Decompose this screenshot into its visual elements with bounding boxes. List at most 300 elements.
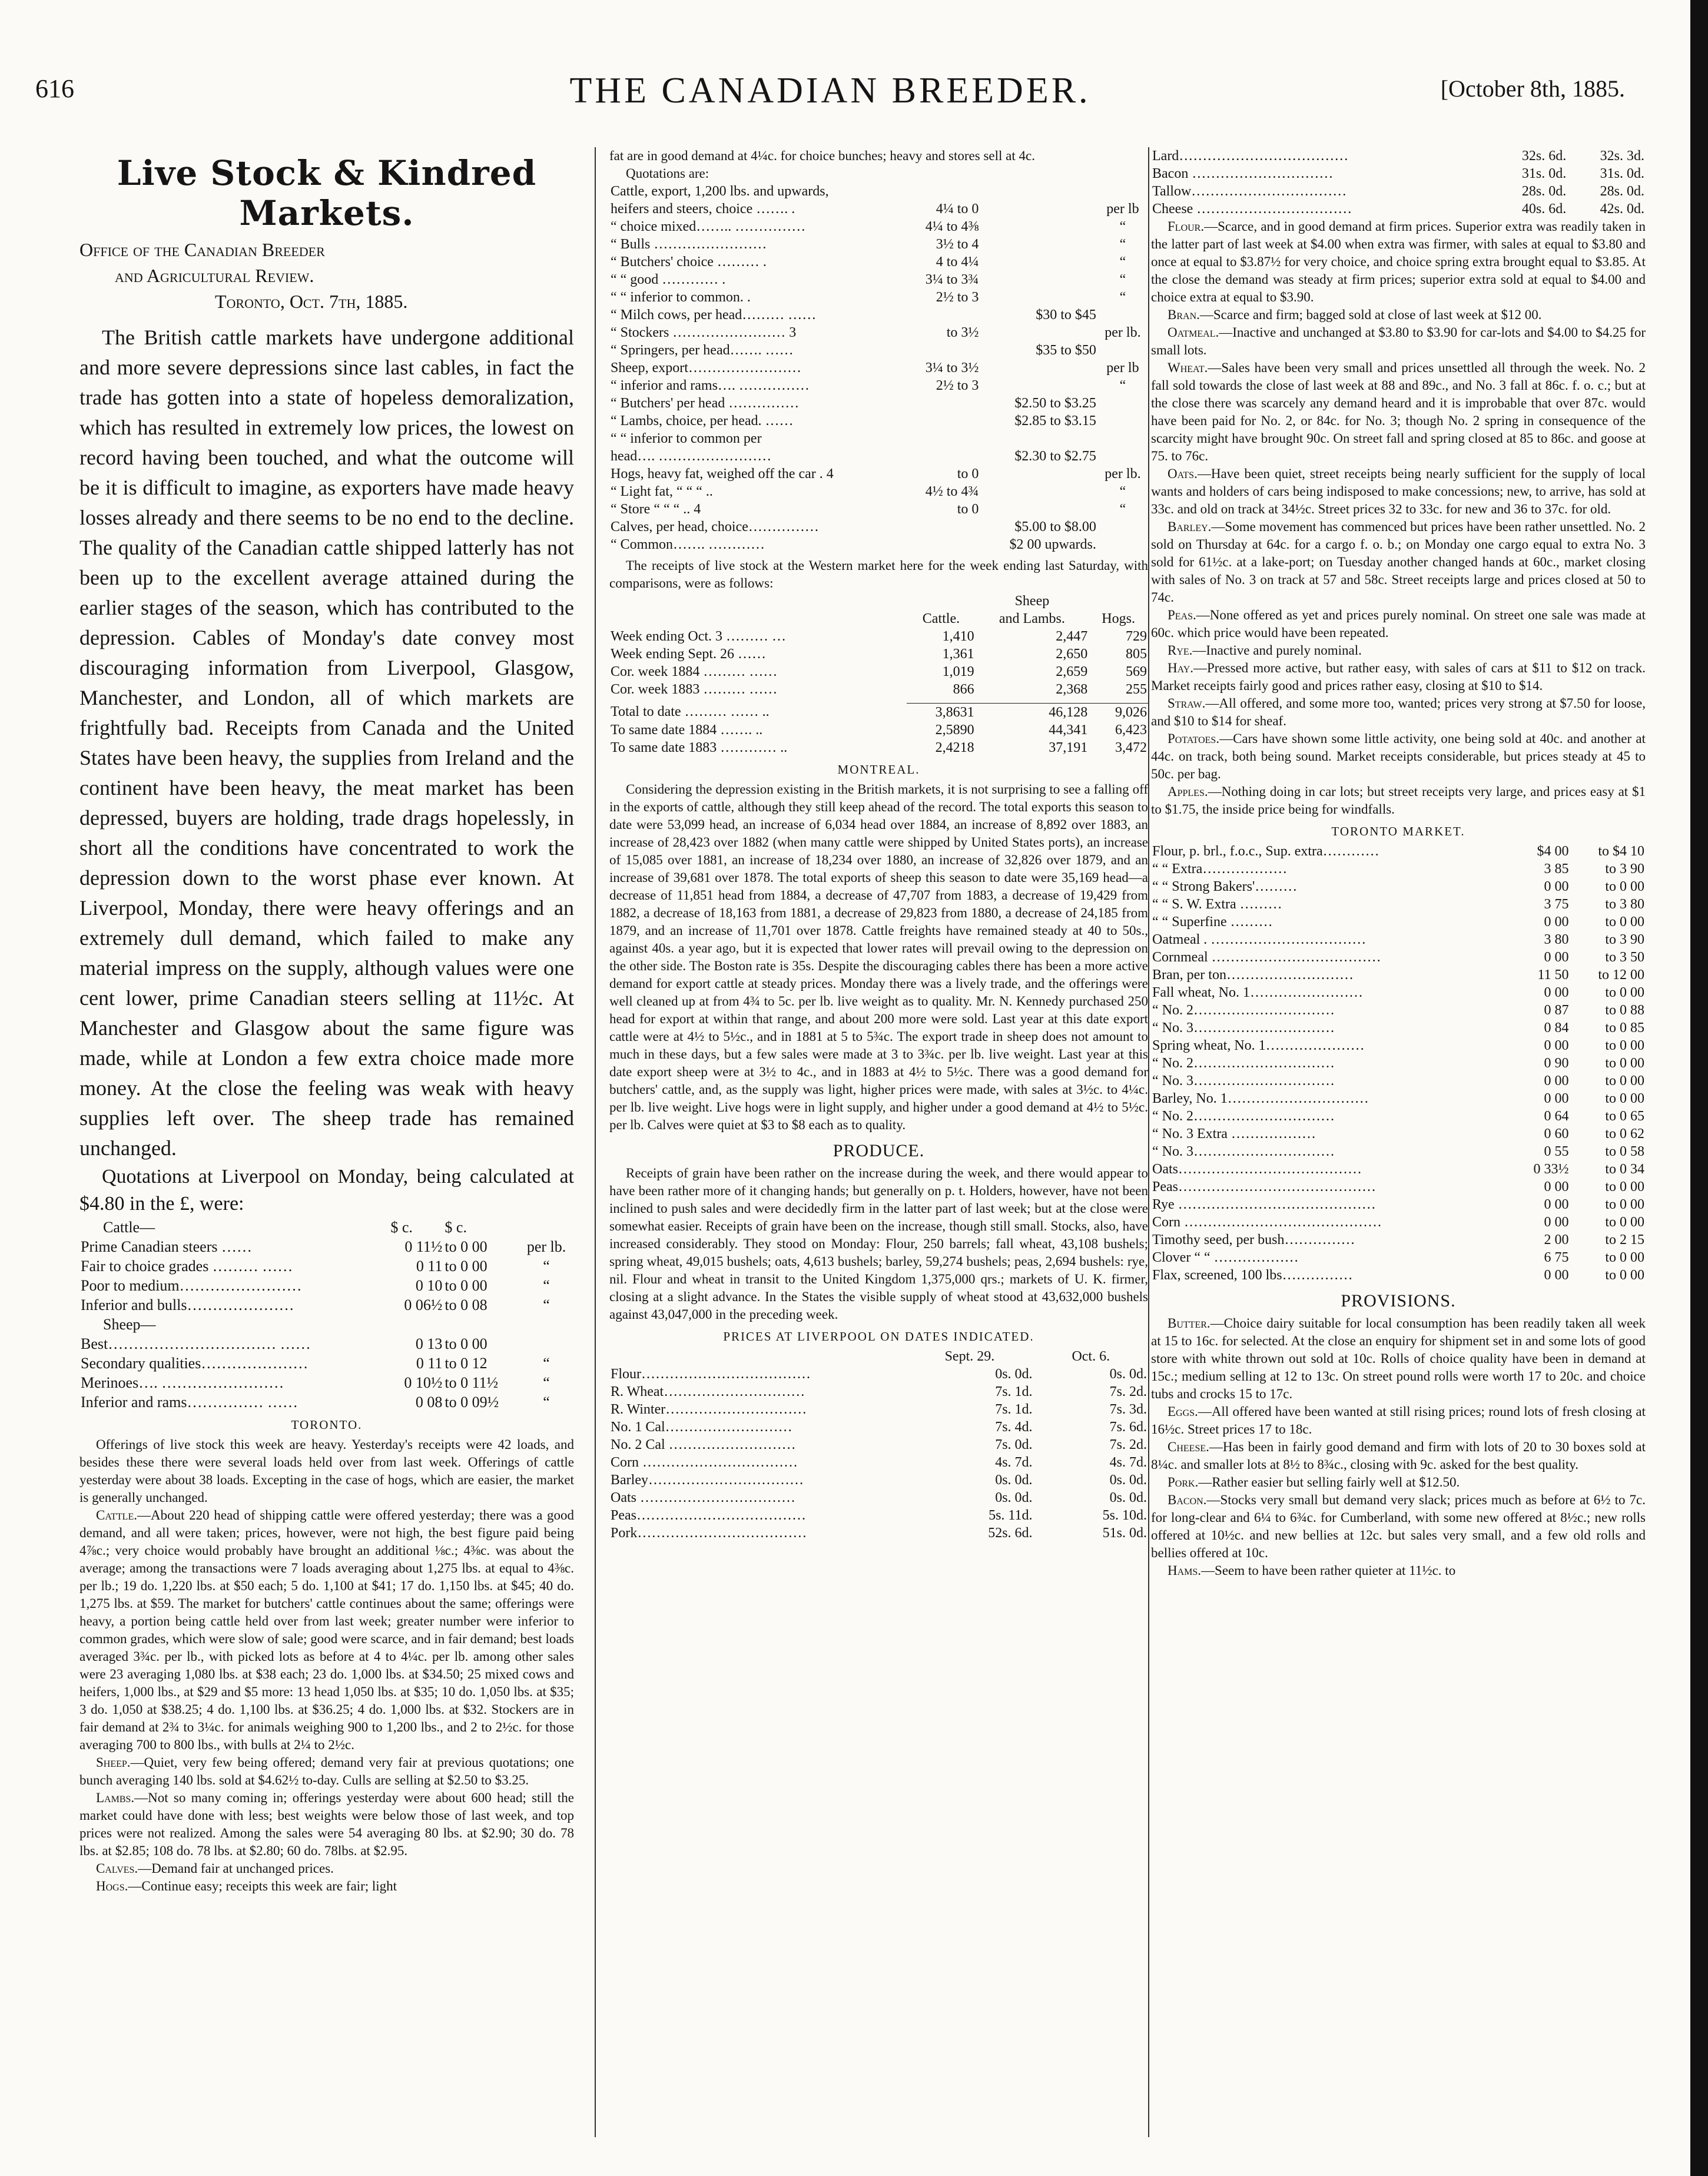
table-cell: 2½ to 3 — [936, 290, 979, 305]
table-cell: R. Winter………………………… — [611, 1401, 807, 1417]
table-row — [1151, 165, 1646, 183]
table-cell — [907, 394, 980, 412]
table-cell: 0 00 — [1544, 914, 1569, 930]
table-row — [609, 271, 1148, 288]
table-row — [79, 1295, 574, 1315]
paragraph-text: —Inactive and unchanged at $3.80 to $3.90 for car-lots and $4.00 to $4.25 for small lots. — [1151, 325, 1646, 357]
table-cell: “ Light fat, “ “ “ .. — [611, 484, 713, 499]
table-cell: 4½ to 4¾ — [925, 484, 979, 499]
paragraph-text: —All offered have been wanted at still rising prices; round lots of fresh closing at 16½c. Street prices 17 to 18c. — [1151, 1404, 1646, 1437]
table-cell: 52s. 6d. — [988, 1525, 1033, 1541]
table-cell — [980, 483, 1097, 500]
table-cell: 0 00 — [1544, 1038, 1569, 1053]
table-cell: 6 75 — [1544, 1250, 1569, 1265]
table-cell: 3 85 — [1544, 861, 1569, 877]
table-cell: 0 60 — [1544, 1126, 1569, 1142]
paragraph-text: —Some movement has commenced but prices have been rather unsettled. No. 2 sold on Thursday at 64c. for a cargo f. o. b.; on Monday one cargo equal to extra No. 3 sold for 61½c. at a lake-port; on Tuesday another changed hands at 60c., market closing with sales of No. 3 on track at 57 and 58c. Street receipts large and prices closed at 50 to 74c. — [1151, 519, 1646, 605]
table-cell — [907, 341, 980, 359]
table-row — [609, 359, 1148, 377]
table-cell: to 0 85 — [1605, 1020, 1644, 1036]
table-row — [1151, 1037, 1646, 1054]
table-row — [79, 1354, 574, 1373]
table-cell: “ “ Superfine ……… — [1152, 914, 1273, 930]
table-row — [609, 377, 1148, 394]
table-row — [609, 1383, 1148, 1401]
table-cell: to 0 00 — [1605, 1091, 1644, 1106]
table-cell: Oats …………………………… — [611, 1490, 795, 1505]
table-row — [609, 200, 1148, 218]
paragraph — [1151, 1491, 1646, 1562]
table-row — [609, 681, 1148, 698]
table-cell — [907, 412, 980, 430]
table-cell: “ Milch cows, per head……… …… — [611, 307, 817, 323]
table-cell: Cor. week 1883 ……… …… — [611, 682, 778, 697]
paragraph-text: —Scarce and firm; bagged sold at close of last week at $12 00. — [1199, 307, 1542, 322]
table-cell: $2.85 to $3.15 — [1014, 413, 1096, 429]
table-cell: to $4 10 — [1598, 844, 1644, 859]
table-cell: Flour……………………………… — [611, 1366, 811, 1382]
paragraph — [1151, 1315, 1646, 1403]
paragraph — [79, 1754, 574, 1789]
table-cell: 7s. 2d. — [1109, 1384, 1147, 1399]
table-cell: 31s. 0d. — [1600, 166, 1644, 181]
table-row — [609, 253, 1148, 271]
table-cell: R. Wheat………………………… — [611, 1384, 805, 1399]
table-cell: Timothy seed, per bush…………… — [1152, 1232, 1355, 1248]
table-cell: Oatmeal . …………………………… — [1152, 932, 1367, 947]
table-cell: “ — [543, 1277, 550, 1294]
table-row — [79, 1373, 574, 1392]
table-cell: 44,341 — [1049, 722, 1088, 738]
table-cell: per lb — [1106, 201, 1139, 217]
table-cell: Peas…………………………………… — [1152, 1179, 1376, 1195]
table-cell: to 0 00 — [1605, 1215, 1644, 1230]
table-row — [609, 465, 1148, 483]
table-heading: $ c. — [445, 1219, 467, 1236]
table-cell: 1,019 — [942, 664, 974, 679]
table-cell: Flax, screened, 100 lbs…………… — [1152, 1268, 1353, 1283]
table-cell — [907, 183, 980, 200]
table-cell: 3 80 — [1544, 932, 1569, 947]
table-cell: To same date 1883 ………… .. — [611, 739, 788, 755]
table-row — [609, 430, 1148, 447]
table-cell — [980, 324, 1097, 341]
liverpool-quote-table — [79, 1218, 574, 1412]
paragraph-text: —All offered, and some more too, wanted; prices very strong at $7.50 for loose, and $10 to $14 for sheaf. — [1151, 696, 1646, 728]
table-row — [609, 1365, 1148, 1383]
table-cell: “ “ Extra……………… — [1152, 861, 1288, 877]
table-row — [609, 1401, 1148, 1418]
table-cell: “ Butchers' per head …………… — [611, 396, 800, 411]
table-cell: 2,447 — [1056, 629, 1088, 644]
table-cell: 7s. 2d. — [1109, 1437, 1147, 1452]
table-row — [609, 739, 1148, 757]
table-cell: to 0 88 — [1605, 1003, 1644, 1018]
table-row — [1151, 948, 1646, 966]
table-cell: Sheep, export…………………… — [611, 360, 801, 376]
paragraph — [1151, 1403, 1646, 1438]
table-cell — [1097, 183, 1148, 200]
table-row — [609, 1418, 1148, 1436]
table-row — [1151, 1178, 1646, 1196]
paragraph-text: —Quiet, very few being offered; demand very fair at previous quotations; one bunch averaging 140 lbs. sold at $4.62½ to-day. Culls are selling at $2.50 to $3.25. — [79, 1755, 574, 1787]
column-1 — [79, 147, 574, 2137]
paragraph — [1151, 359, 1646, 465]
table-cell: Best…………………………… …… — [81, 1335, 311, 1352]
table-cell: Cornmeal ……………………………… — [1152, 950, 1381, 965]
paragraph-text: —Have been quiet, street receipts being nearly sufficient for the supply of local wants and holders of cars being indisposed to make concessions; new, to arrive, has sold at 33c. and old on track at 34½c. Street prices 32 to 33c. for new and 36 to 37c. for old. — [1151, 466, 1646, 516]
table-cell: 0 11 — [416, 1355, 443, 1372]
table-row — [609, 518, 1148, 536]
table-cell: per lb. — [1105, 466, 1141, 482]
table-row — [609, 235, 1148, 253]
toronto-market-table — [1151, 842, 1646, 1284]
table-row — [609, 500, 1148, 518]
table-cell: “ choice mixed…….. …………… — [611, 219, 806, 234]
table-cell: “ — [543, 1394, 550, 1411]
table-cell: 4¼ to 0 — [936, 201, 979, 217]
paragraph-text: —Stocks very small but demand very slack; prices much as before at 6½ to 7c. for long-clear and 6¼ to 6¾c. for Cumberland, with some new offered at 8½c.; new rolls offered at 10½c. and new bellies at 12c. but sales very small, and a few old rolls and bellies offered at 10c. — [1151, 1492, 1646, 1560]
table-cell: 0s. 0d. — [995, 1472, 1033, 1488]
table-heading: Cattle— — [103, 1219, 155, 1236]
table-cell: “ — [1119, 484, 1126, 499]
table-cell: 2,659 — [1056, 664, 1088, 679]
paragraph — [1151, 324, 1646, 359]
paragraph — [1151, 218, 1646, 306]
table-cell: No. 1 Cal……………………… — [611, 1419, 792, 1435]
table-cell: Fair to choice grades ……… …… — [81, 1258, 293, 1275]
table-row — [609, 628, 1148, 645]
table-cell: Bran, per ton……………………… — [1152, 967, 1354, 983]
paragraph-label: Flour. — [1168, 219, 1205, 234]
table-row — [609, 288, 1148, 306]
table-cell: “ Common……. ………… — [611, 537, 765, 552]
paragraph-text: —About 220 head of shipping cattle were offered yesterday; there was a good demand, and all were taken; prices, however, were not high, the best figure paid being 4⅞c.; very choice would probably have brought an additional ⅛c.; 4⅜c. was about the average; among the transactions were 7 loads averaging about 1,275 lbs. at equal to 4⅜c. per lb.; 19 do. 1,220 lbs. at $50 each; 5 do. 1,100 at $41; 17 do. 1,150 lbs. at $45; 40 do. 1,275 lbs. at $59. The market for butchers' cattle continues about the same; offerings were heavy, a portion being cattle held over from last week; greater number were inferior to common grades, which were slow of sale; good were scarce, and in fair demand; best loads averaged 3¾c. per lb., with picked lots as before at 4 to 4¼c. per lb. among other sales were 23 averaging 1,080 lbs. at $38 each; 23 do. 1,000 lbs. at $34.50; 25 mixed cows and heifers, 1,000 lbs., at $29 and $5 more: 13 head 1,050 lbs. at $35; 10 do. 1,050 lbs. at $35; 3 do. 1,050 at $38.25; 4 do. 1,100 lbs. at $36.25; 4 do. 1,000 lbs. at $32. Stockers are in fair demand at 2¾ to 3¼c. for animals weighing 900 to 1,200 lbs., and 2 to 2½c. for those averaging 700 to 800 lbs., with bulls at 2¼ to 2½c. — [79, 1508, 574, 1752]
table-row — [609, 645, 1148, 663]
table-cell — [980, 218, 1097, 235]
table-cell — [980, 253, 1097, 271]
table-cell: 28s. 0d. — [1600, 184, 1644, 199]
table-cell: to 3 50 — [1605, 950, 1644, 965]
table-cell: “ Butchers' choice ……… . — [611, 254, 767, 270]
table-cell: Barley…………………………… — [611, 1472, 804, 1488]
paragraph-text: —Pressed more active, but rather easy, with sales of cars at $11 to $12 on track. Market receipts fairly good and prices rather easy, closing at $10 to $14. — [1151, 661, 1646, 693]
table-cell: “ Springers, per head……. …… — [611, 343, 794, 358]
table-cell: 7s. 4d. — [995, 1419, 1033, 1435]
liverpool-prices-table — [609, 1348, 1148, 1542]
table-cell: 2,5890 — [935, 722, 974, 738]
table-cell — [519, 1334, 574, 1354]
paragraph-label: Hams. — [1168, 1563, 1202, 1578]
table-cell: “ — [1119, 254, 1126, 270]
table-cell — [907, 306, 980, 324]
paragraph-label: Sheep. — [96, 1755, 131, 1770]
table-cell: “ Bulls …………………… — [611, 237, 767, 252]
liverpool-prices-table-cont — [1151, 147, 1646, 218]
table-cell: 0s. 0d. — [995, 1490, 1033, 1505]
dateline-line: Office of the Canadian Breeder — [79, 239, 325, 260]
table-cell: 2,4218 — [935, 739, 974, 755]
section-masthead: Live Stock & Kindred Markets. — [117, 153, 537, 233]
table-row — [609, 218, 1148, 235]
table-cell: to 3 80 — [1605, 897, 1644, 912]
paragraph-label: Potatoes. — [1168, 731, 1220, 746]
table-cell: 3,472 — [1115, 739, 1147, 755]
table-row — [79, 1334, 574, 1354]
table-cell: “ No. 3 Extra ……………… — [1152, 1126, 1316, 1142]
table-row — [1151, 1213, 1646, 1231]
paragraph-label: Bran. — [1168, 307, 1200, 322]
table-cell — [980, 235, 1097, 253]
table-cell: to 0 00 — [445, 1238, 487, 1255]
table-cell: per lb. — [1105, 325, 1141, 340]
paragraph-text: —Seem to have been rather quieter at 11½c. to — [1201, 1563, 1456, 1578]
lead-paragraph: The British cattle markets have undergone additional and more severe depressions since last cables, in fact the trade has gotten into a state of hopeless demoralization, which has resulted in extremely low prices, the lowest on record having been touched, and what the outcome will be it is difficult to imagine, as exporters have made heavy losses already and there seems to be no end to the decline. The quality of the Canadian cattle shipped latterly has not been up to the excellent average attained during the earlier stages of the season, which has contributed to the depression. Cables of Monday's date convey most discouraging information from Liverpool, Glasgow, Manchester, and London, all of which markets are frightfully bad. Receipts from Canada and the United States have been heavy, the supplies from Ireland and the continent have been heavy, the meat market has been depressed, buyers are holding, trade drags hopelessly, in short all the conditions have concentrated to work the depression down to the worst phase ever known. At Liverpool, Monday, there were heavy offerings and an extremely dull demand, which failed to make any material impress on the supply, although values were one cent lower, prime Canadian steers selling at 11½c. At Manchester and Glasgow about the same figure was made, while at London a few extra choice made more money. At the close the feeling was weak with heavy supplies left over. The sheep trade has remained unchanged. — [79, 326, 574, 1160]
table-cell: To same date 1884 ……. .. — [611, 722, 763, 738]
paragraph — [1151, 465, 1646, 518]
table-heading: Cattle. — [922, 611, 960, 626]
table-row — [609, 183, 1148, 200]
paragraph-label: Straw. — [1168, 696, 1206, 711]
table-row — [609, 394, 1148, 412]
table-cell: to 0 12 — [445, 1355, 487, 1372]
table-cell: “ “ inferior to common. . — [611, 290, 751, 305]
subsection-heading: MONTREAL. — [837, 762, 920, 777]
table-cell: Tallow…………………………… — [1152, 184, 1347, 199]
paragraph-text: —None offered as yet and prices purely nominal. On street one sale was made at 60c. which price would have been repeated. — [1151, 608, 1646, 640]
page-number: 616 — [35, 74, 74, 103]
paragraph-label: Butter. — [1168, 1316, 1210, 1331]
table-row — [1151, 860, 1646, 878]
paragraph-label: Apples. — [1168, 784, 1208, 799]
table-cell: to 0 — [957, 466, 979, 482]
table-row — [609, 1524, 1148, 1542]
paragraph — [79, 1878, 574, 1895]
table-cell: 0 11½ — [404, 1238, 443, 1255]
table-cell: to 0 62 — [1605, 1126, 1644, 1142]
table-cell: to 3 90 — [1605, 932, 1644, 947]
table-row — [609, 721, 1148, 739]
table-cell: “ — [1119, 272, 1126, 287]
table-cell: Spring wheat, No. 1………………… — [1152, 1038, 1365, 1053]
table-cell: “ Stockers …………………… 3 — [611, 325, 797, 340]
table-cell: 5s. 10d. — [1102, 1507, 1147, 1523]
table-cell: 7s. 6d. — [1109, 1419, 1147, 1435]
table-cell — [980, 377, 1097, 394]
table-cell: to 0 00 — [1605, 985, 1644, 1000]
table-cell: “ No. 2………………………… — [1152, 1109, 1335, 1124]
table-row — [609, 412, 1148, 430]
paragraph — [1151, 642, 1646, 659]
table-row — [1151, 200, 1646, 218]
table-row — [1151, 1143, 1646, 1160]
table-row — [1151, 1249, 1646, 1266]
table-row — [1151, 878, 1646, 895]
table-row — [1151, 1160, 1646, 1178]
table-cell: Fall wheat, No. 1…………………… — [1152, 985, 1363, 1000]
paragraph-label: Oatmeal. — [1168, 325, 1219, 340]
table-cell: 3¼ to 3½ — [925, 360, 979, 376]
paragraph-text: —Choice dairy suitable for local consumption has been readily taken all week at 15 to 16c. for selected. At the close an enquiry for shipment set in and some lots of good store with white thrown out sold at 10c. Rolls of choice quality have been in demand at 15c.; medium selling at 12 to 13c. On street pound rolls were worth 17 to 20c. and choice tubs and crocks 15 to 17c. — [1151, 1316, 1646, 1401]
table-heading: Oct. 6. — [1072, 1348, 1110, 1364]
table-cell: 2 00 — [1544, 1232, 1569, 1248]
table-cell: to 0 00 — [445, 1277, 487, 1294]
column-rule — [1148, 147, 1149, 2137]
table-cell: Lard……………………………… — [1152, 148, 1349, 164]
table-cell — [1097, 394, 1148, 412]
table-cell — [980, 465, 1097, 483]
table-cell: Barley, No. 1………………………… — [1152, 1091, 1369, 1106]
paragraph-label: Hogs. — [96, 1879, 128, 1893]
table-cell: 51s. 0d. — [1102, 1525, 1147, 1541]
dateline-line: Toronto, Oct. 7th, 1885. — [215, 291, 408, 312]
paragraph-text: —Rather easier but selling fairly well at $12.50. — [1198, 1475, 1460, 1490]
table-cell: “ Lambs, choice, per head. …… — [611, 413, 794, 429]
table-row — [609, 306, 1148, 324]
table-cell: to 0 00 — [1605, 1056, 1644, 1071]
table-cell: 42s. 0d. — [1600, 201, 1644, 217]
table-cell: 569 — [1126, 664, 1147, 679]
table-cell: to 3 90 — [1605, 861, 1644, 877]
table-cell: 0 00 — [1544, 1091, 1569, 1106]
table-cell: “ Store “ “ “ .. 4 — [611, 502, 701, 517]
table-row — [1151, 1054, 1646, 1072]
table-cell: to 0 00 — [1605, 914, 1644, 930]
column-2 — [609, 147, 1148, 2137]
table-cell: Peas……………………………… — [611, 1507, 806, 1523]
table-cell: “ “ inferior to common per — [611, 431, 762, 446]
paragraph — [1151, 783, 1646, 818]
paragraph: Considering the depression existing in the British markets, it is not surprising to see a falling off in the exports of cattle, although they still keep ahead of the record. The total exports this season to date were 53,099 head, an increase of 6,034 head over 1884, an increase of 8,892 over 1883, an increase of 28,423 over 1882 (when many cattle were shipped by United States ports), an increase of 15,085 over 1881, an increase of 18,234 over 1880, an increase of 32,826 over 1879, and an increase of 39,681 over 1878. The total exports of sheep this season to date were 35,169 head—a decrease of 11,851 head from 1884, a decrease of 47,707 from 1883, a decrease of 19,429 from 1882, a decrease of 18,163 from 1881, a decrease of 29,823 from 1880, a decrease of 24,185 from 1879, and an increase of 11,701 over 1878. Cattle freights have remained steady at 40 to 50s., against 40s. a year ago, but it is expected that lower rates will prevail owing to the depression on the other side. The Boston rate is 35s. Despite the discouraging cables there has been a more active demand for export cattle at steady prices. Monday there was a lively trade, and the offerings were well cleaned up at from 4¾ to 5c. per lb. live weight as to quality. Mr. N. Kennedy purchased 250 head for export at within that range, and about 200 more were sold. Last year at this date export cattle were at 4½ to 5½c., and in 1881 at 5 to 5¾c. The export trade in sheep does not amount to much in these days, but a few sales were made at 3 to 3¾c. per lb. live weight. Last year at this date export sheep were at 3½ to 4c., and in 1883 at 4½ to 5½c. There was a good demand for butchers' cattle, and, as the supply was light, higher prices were made, with sales at 3½c. to 4¼c. per lb. live weight. Live hogs were in light supply, and higher under a good demand at 4½ to 5½c. per lb. Calves were quiet at $3 to $8 each as to quality. — [609, 781, 1148, 1132]
table-cell: 0s. 0d. — [1109, 1366, 1147, 1382]
table-cell: 866 — [953, 682, 974, 697]
table-row — [1151, 1072, 1646, 1090]
table-cell: 1,361 — [942, 646, 974, 662]
paragraph-label: Hay. — [1168, 661, 1194, 675]
paragraph — [1151, 1438, 1646, 1474]
table-cell: to 0 00 — [1605, 1038, 1644, 1053]
table-heading: Sheep — [1014, 593, 1050, 609]
table-cell: 0 10½ — [404, 1374, 443, 1391]
paragraph-label: Rye. — [1168, 643, 1193, 658]
table-row — [1151, 183, 1646, 200]
table-cell: 0 00 — [1544, 1179, 1569, 1195]
table-cell: 0 06½ — [404, 1296, 443, 1313]
table-row — [609, 536, 1148, 553]
table-cell: 0 00 — [1544, 1215, 1569, 1230]
table-cell: 5s. 11d. — [989, 1507, 1033, 1523]
table-cell: “ inferior and rams…. …………… — [611, 378, 810, 393]
table-cell — [907, 430, 980, 447]
table-cell: 0 55 — [1544, 1144, 1569, 1159]
table-cell: Oats………………………………… — [1152, 1162, 1362, 1177]
table-cell: 3 75 — [1544, 897, 1569, 912]
table-row — [1151, 984, 1646, 1001]
table-cell: “ “ Strong Bakers'……… — [1152, 879, 1298, 894]
table-cell: 0 33½ — [1533, 1162, 1569, 1177]
table-cell: “ No. 3………………………… — [1152, 1073, 1335, 1089]
dateline — [79, 237, 574, 314]
table-cell: 0 00 — [1544, 879, 1569, 894]
table-cell: 11 50 — [1537, 967, 1569, 983]
table-cell: 3¼ to 3¾ — [925, 272, 979, 287]
section-heading: PRODUCE. — [833, 1140, 925, 1160]
table-row — [609, 341, 1148, 359]
table-cell: “ No. 3………………………… — [1152, 1020, 1335, 1036]
table-row — [609, 1454, 1148, 1471]
table-heading: Sheep— — [103, 1316, 156, 1333]
page-edge — [1690, 0, 1708, 2176]
table-cell: to 0 08 — [445, 1296, 487, 1313]
table-cell: to 0 65 — [1605, 1109, 1644, 1124]
table-row — [1151, 1196, 1646, 1213]
table-cell — [1097, 447, 1148, 465]
table-cell: to 0 — [957, 502, 979, 517]
table-cell: 3½ to 4 — [936, 237, 979, 252]
table-cell: “ No. 2………………………… — [1152, 1056, 1335, 1071]
paragraph — [79, 1860, 574, 1878]
table-cell: Week ending Oct. 3 ……… … — [611, 629, 787, 644]
paragraph-text: —Continue easy; receipts this week are fair; light — [128, 1879, 397, 1893]
table-cell: 0 08 — [415, 1394, 443, 1411]
table-cell: 0s. 0d. — [995, 1366, 1033, 1382]
table-cell: 4s. 7d. — [995, 1454, 1033, 1470]
table-cell: “ — [543, 1355, 550, 1372]
table-cell: 0 10 — [415, 1277, 443, 1294]
table-row — [1151, 1125, 1646, 1143]
subsection-heading: TORONTO MARKET. — [1331, 824, 1465, 838]
table-row — [1151, 1090, 1646, 1107]
table-cell: Flour, p. brl., f.o.c., Sup. extra………… — [1152, 844, 1379, 859]
subsection-heading: TORONTO. — [291, 1418, 363, 1432]
table-cell: Clover “ “ ……………… — [1152, 1250, 1299, 1265]
table-cell: 2,650 — [1056, 646, 1088, 662]
table-cell: 46,128 — [1049, 704, 1088, 720]
table-cell: to 0 00 — [1605, 1197, 1644, 1212]
table-row — [609, 1507, 1148, 1524]
paragraph-label: Bacon. — [1168, 1492, 1207, 1507]
paragraph-label: Peas. — [1168, 608, 1196, 622]
paragraph-label: Calves. — [96, 1861, 138, 1876]
table-cell: Merinoes…. …………………… — [81, 1374, 284, 1391]
paragraph-text: —Cars have shown some little activity, one being sold at 40c. and another at 44c. on track, both being sound. Market receipts considerable, but prices steady at 45 to 50c. per bag. — [1151, 731, 1646, 781]
table-row — [1151, 842, 1646, 860]
paragraph-text: —Sales have been very small and prices unsettled all through the week. No. 2 fall sold towards the close of last week at 88 and 89c., and No. 3 fall at 86c. f. o. c.; but at the close there was scarcely any demand heard and it is improbable that over 87c. would have been paid for No. 2, or 84c. for No. 3; though No. 2 spring in consequence of the scarcity might have brought 90c. On street fall and spring closed at 85 to 86c. and goose at 75. to 76c. — [1151, 360, 1646, 463]
table-cell — [980, 183, 1097, 200]
table-cell: 0 64 — [1544, 1109, 1569, 1124]
paragraph-text: —Scarce, and in good demand at firm prices. Superior extra was readily taken in the latter part of last week at $4.00 when extra was firmer, with sales at equal to $3.80 and once at equal to $3.87½ for very choice, and choice spring extra brought equal to $3.85. At the close the demand was steady at firm prices; superior extra sold at equal to $4.00 and choice extra at equal to $3.90. — [1151, 219, 1646, 304]
table-row — [1151, 147, 1646, 165]
paragraph-text: —Not so many coming in; offerings yesterday were about 600 head; still the market could have done with less; best weights were below those of last week, and top prices were not realized. Among the sales were 54 averaging 80 lbs. at $2.90; 30 do. 78 lbs. at $2.85; 108 do. 78 lbs. at $2.80; 60 do. 78lbs. at $2.95. — [79, 1790, 574, 1858]
table-cell: heifers and steers, choice ……. . — [611, 201, 795, 217]
table-cell: 4s. 7d. — [1109, 1454, 1147, 1470]
table-cell: Pork……………………………… — [611, 1525, 807, 1541]
table-cell — [907, 447, 980, 465]
table-cell: 2,368 — [1056, 682, 1088, 697]
table-cell: to 0 00 — [1605, 1179, 1644, 1195]
table-row — [1151, 1266, 1646, 1284]
table-cell — [1097, 306, 1148, 324]
paragraph — [1151, 1562, 1646, 1580]
table-cell — [1097, 412, 1148, 430]
table-cell: 7s. 1d. — [995, 1401, 1033, 1417]
table-cell: to 0 00 — [1605, 879, 1644, 894]
paragraph: Offerings of live stock this week are heavy. Yesterday's receipts were 42 loads, and besides these there were several loads held over from last week. Offerings of cattle yesterday were about 38 loads. Excepting in the case of hogs, which are easier, the market is generally unchanged. — [79, 1437, 574, 1505]
table-cell — [980, 359, 1097, 377]
dateline-line: and Agricultural Review. — [115, 265, 314, 286]
table-cell: Bacon ………………………… — [1152, 166, 1334, 181]
table-cell — [907, 536, 980, 553]
